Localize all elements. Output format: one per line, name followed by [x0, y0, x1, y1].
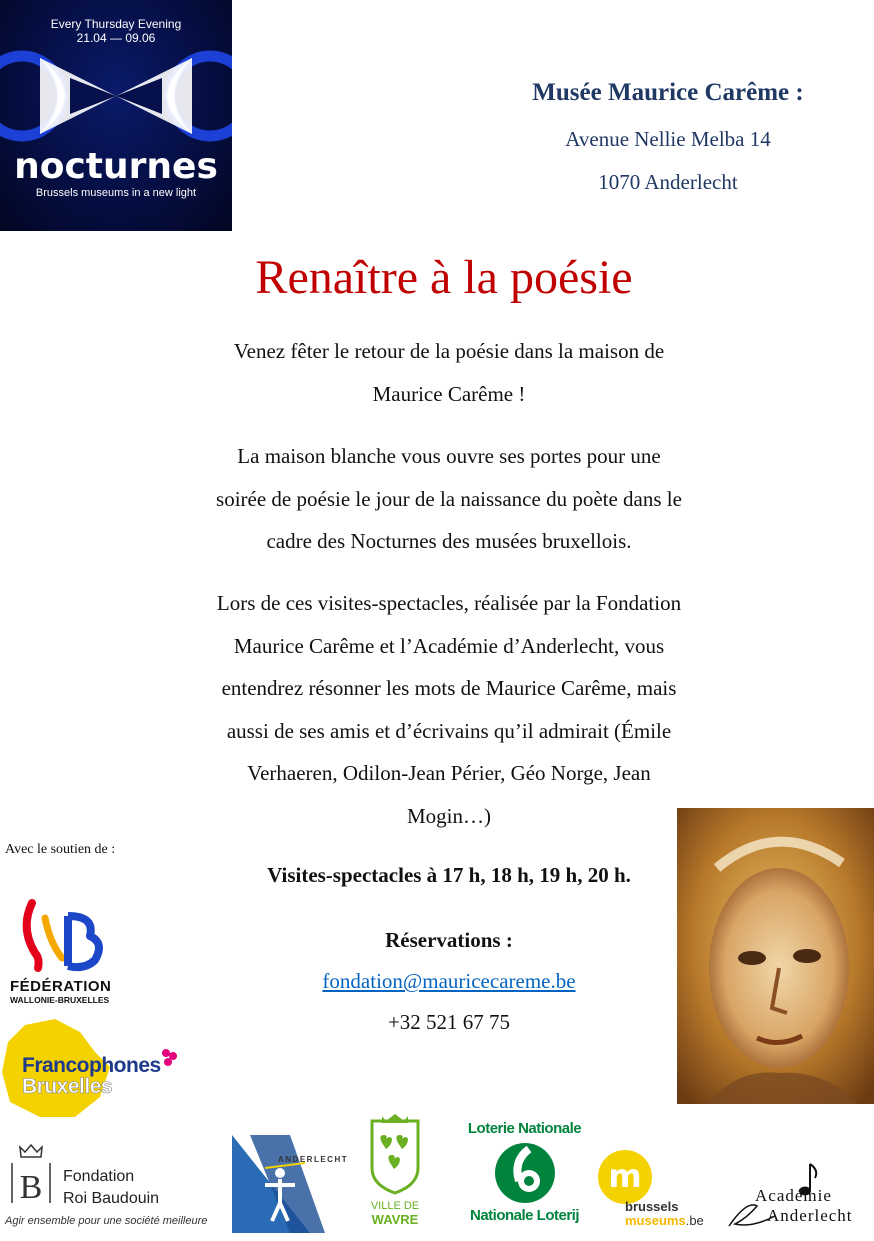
banner-tagline: Brussels museums in a new light — [35, 187, 197, 199]
museum-street: Avenue Nellie Melba 14 — [565, 127, 771, 151]
museum-name: Musée Maurice Carême : — [532, 79, 804, 106]
paragraph-line: cadre des Nocturnes des musées bruxellois. — [266, 529, 632, 553]
academie-swash-icon — [727, 1200, 777, 1230]
wavre-line2: WAVRE — [371, 1212, 419, 1227]
bm-suffix: .be — [685, 1213, 704, 1228]
nocturnes-banner — [0, 0, 232, 231]
museums-m-icon — [595, 1150, 659, 1204]
fwb-emblem-icon — [10, 898, 120, 973]
eye-graphic-icon — [0, 48, 232, 143]
visits-paragraph — [160, 582, 738, 837]
reservations-label: Réservations : — [385, 928, 513, 952]
anderlecht-emblem-icon — [230, 1133, 350, 1233]
email-container — [160, 969, 738, 994]
support-label: Avec le soutien de : — [5, 842, 116, 857]
fondation-roi-baudouin-logo — [5, 1143, 210, 1233]
flower-icon — [160, 1047, 178, 1069]
anderlecht-logo — [230, 1133, 350, 1233]
paragraph-line: entendrez résonner les mots de Maurice Carême, mais — [221, 676, 677, 700]
wavre-shield-icon — [366, 1113, 424, 1195]
museum-city: 1070 Anderlecht — [598, 170, 738, 194]
fwb-logo — [10, 898, 125, 1003]
paragraph-line: Mogin…) — [407, 803, 491, 828]
francophones-line1: Francophones — [22, 1054, 161, 1077]
frb-line2: Roi Baudouin — [63, 1190, 160, 1207]
paragraph-line: La maison blanche vous ouvre ses portes pour une — [237, 444, 661, 468]
paragraph-line: Maurice Carême ! — [372, 381, 526, 406]
fwb-line1: FÉDÉRATION — [10, 978, 112, 995]
paragraph-line: Verhaeren, Odilon-Jean Périer, Géo Norge, Jean — [247, 761, 651, 785]
paragraph-line: Lors de ces visites-spectacles, réalisée par la Fondation — [216, 591, 682, 615]
phone-number: +32 521 67 75 — [387, 1010, 511, 1034]
paragraph-line: Venez fêter le retour de la poésie dans la maison de — [233, 339, 665, 363]
brussels-museums-logo — [593, 1150, 723, 1235]
lottery-six-icon — [493, 1141, 557, 1205]
paragraph-line: soirée de poésie le jour de la naissance du poète dans le — [216, 486, 682, 511]
frb-line1: Fondation — [63, 1168, 135, 1185]
banner-dates: 21.04 — 09.06 — [76, 31, 156, 45]
paragraph-line: Maurice Carême et l’Académie d’Anderlecht, vous — [233, 633, 665, 658]
loterie-nationale-logo — [462, 1120, 587, 1238]
bm-museums: museums — [625, 1213, 686, 1228]
academie-anderlecht-logo — [727, 1162, 874, 1234]
page-title: Renaître à la poésie — [255, 251, 633, 304]
loterie-bottom: Nationale Loterij — [469, 1207, 580, 1224]
wavre-line1: VILLE DE — [370, 1200, 420, 1212]
anderlecht-name: ANDERLECHT — [278, 1155, 349, 1164]
svg-text:B: B — [19, 1169, 43, 1205]
svg-text:m: m — [608, 1157, 642, 1195]
visit-times: Visites-spectacles à 17 h, 18 h, 19 h, 20 h. — [267, 863, 631, 887]
francophones-bruxelles-logo — [0, 1017, 180, 1122]
house-paragraph — [160, 435, 738, 563]
fwb-line2: WALLONIE-BRUXELLES — [10, 995, 110, 1005]
loterie-top: Loterie Nationale — [467, 1120, 582, 1137]
frb-tagline: Agir ensemble pour une société meilleure — [5, 1215, 208, 1227]
bm-line2 — [625, 1213, 704, 1228]
ville-de-wavre-logo — [366, 1113, 424, 1231]
academie-line1: Académie — [755, 1186, 832, 1205]
banner-line1: Every Thursday Evening — [50, 17, 182, 31]
nocturnes-wordmark: nocturnes — [14, 146, 218, 187]
email-link[interactable]: fondation@mauricecareme.be — [322, 969, 576, 993]
francophones-line2: Bruxelles — [22, 1075, 113, 1098]
bm-line1: brussels — [625, 1199, 679, 1214]
academie-line2: Anderlecht — [767, 1206, 853, 1225]
crown-b-icon — [10, 1143, 52, 1205]
paragraph-line: aussi de ses amis et d’écrivains qu’il admirait (Émile — [226, 718, 672, 743]
portrait-image — [677, 808, 874, 1104]
intro-paragraph — [160, 330, 738, 415]
